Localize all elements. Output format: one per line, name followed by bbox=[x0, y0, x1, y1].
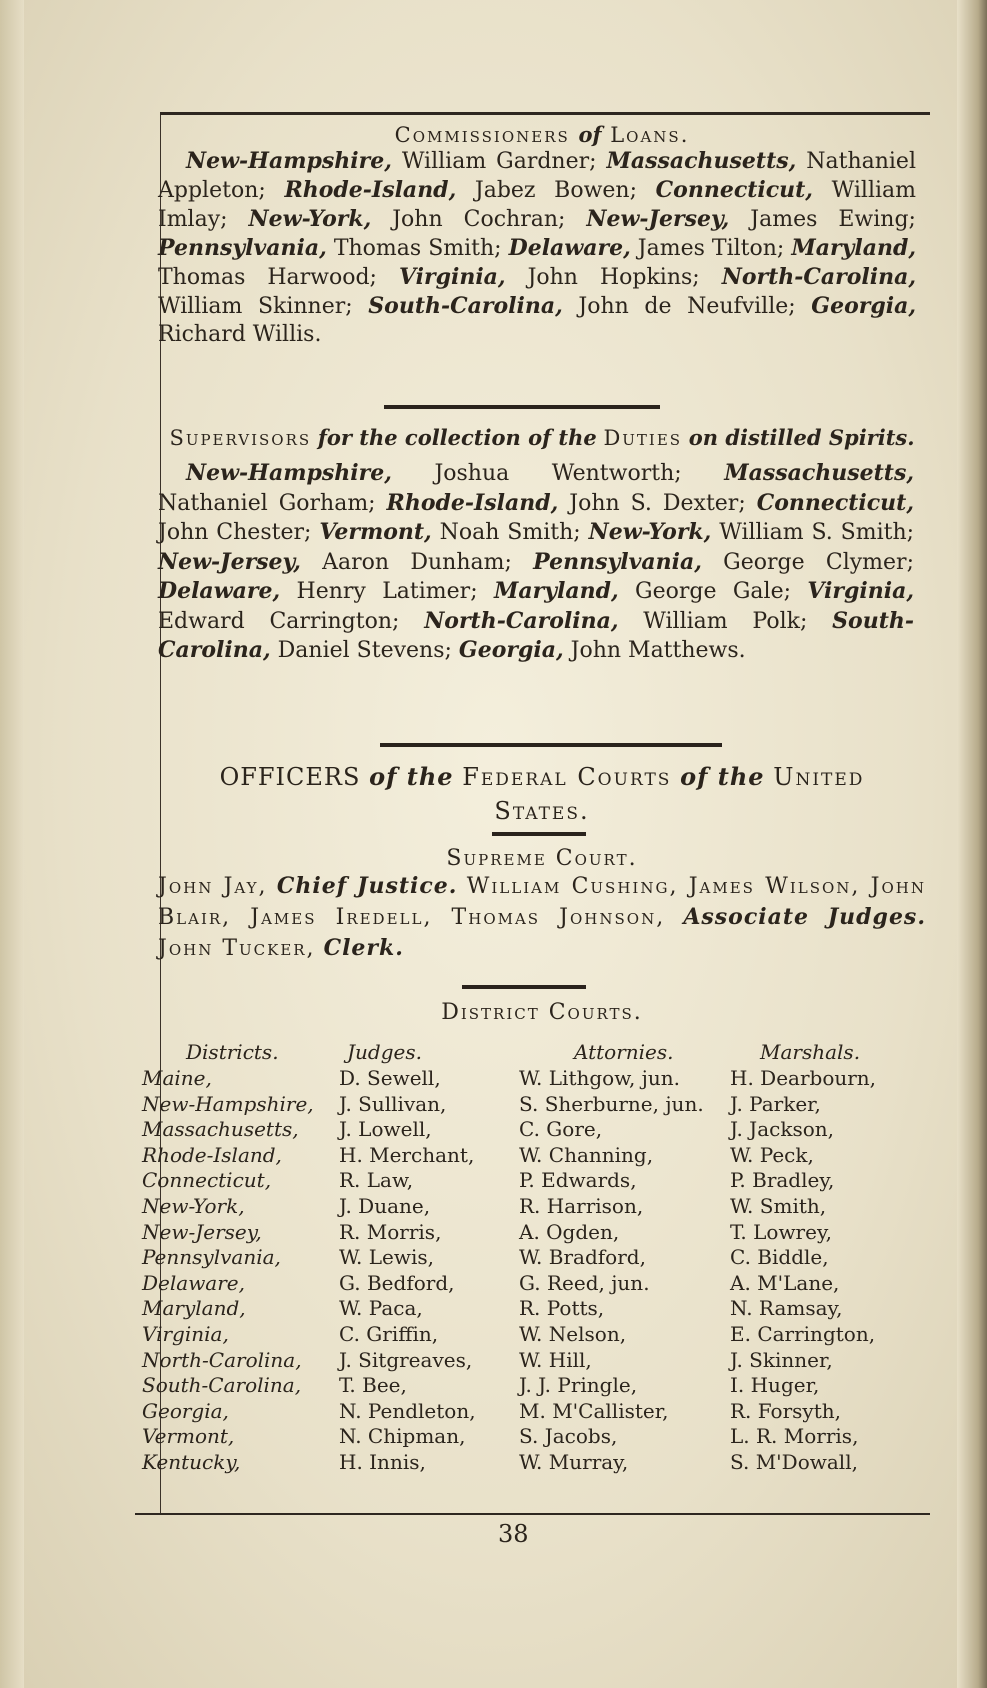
column-header: Judges. bbox=[347, 1040, 422, 1064]
supreme-section bbox=[158, 846, 926, 964]
state-name: North-Carolina, bbox=[721, 264, 917, 290]
attorney-cell: W. Nelson, bbox=[519, 1322, 627, 1346]
loans-heading: Commissioners of Loans. bbox=[394, 122, 690, 147]
state-name: Pennsylvania, bbox=[158, 235, 327, 261]
district-cell: Delaware, bbox=[142, 1270, 245, 1295]
section-rule bbox=[384, 405, 660, 409]
page-left-edge bbox=[0, 0, 24, 1688]
judge-cell: D. Sewell, bbox=[339, 1066, 441, 1090]
marshal-cell: E. Carrington, bbox=[730, 1322, 876, 1346]
marshal-cell: J. Jackson, bbox=[730, 1117, 834, 1142]
attorney-cell: W. Murray, bbox=[519, 1450, 629, 1474]
state-name: Pennsylvania, bbox=[533, 548, 702, 575]
judge-cell: R. Morris, bbox=[339, 1219, 442, 1244]
state-name: Georgia, bbox=[458, 637, 564, 663]
district-cell: Georgia, bbox=[142, 1398, 229, 1423]
column-header: Districts. bbox=[186, 1040, 279, 1064]
marshal-cell: W. Peck, bbox=[730, 1142, 814, 1167]
district-cell: Maryland, bbox=[142, 1296, 246, 1321]
state-name: Delaware, bbox=[158, 578, 281, 604]
district-cell: Massachusetts, bbox=[142, 1117, 299, 1142]
judge-cell: J. Sullivan, bbox=[339, 1091, 447, 1116]
attorney-cell: S. Sherburne, jun. bbox=[519, 1091, 704, 1116]
column-header: Marshals. bbox=[760, 1040, 861, 1064]
supreme-heading: Supreme Court. bbox=[446, 846, 638, 871]
state-name: Delaware, bbox=[508, 235, 631, 261]
section-rule bbox=[380, 743, 722, 747]
district-cell: Kentucky, bbox=[142, 1450, 241, 1474]
officers-heading: OFFICERS of the Federal Courts of the United States. bbox=[219, 762, 865, 825]
marshal-cell: H. Dearbourn, bbox=[730, 1066, 877, 1090]
marshal-cell: R. Forsyth, bbox=[730, 1398, 841, 1423]
marshal-cell: T. Lowrey, bbox=[730, 1219, 832, 1244]
attorney-cell: W. Channing, bbox=[519, 1142, 654, 1167]
marshal-cell: W. Smith, bbox=[730, 1194, 827, 1218]
attorney-cell: W. Bradford, bbox=[519, 1245, 646, 1270]
state-name: Maryland, bbox=[791, 235, 917, 261]
judge-cell: J. Lowell, bbox=[339, 1117, 432, 1142]
person-name: John Matthews. bbox=[570, 638, 746, 663]
state-name: New-Hampshire, bbox=[186, 460, 392, 486]
loans-section bbox=[158, 122, 926, 349]
district-cell: New-Hampshire, bbox=[142, 1091, 314, 1116]
person-name: Nathaniel Appleton; bbox=[158, 149, 916, 203]
attorney-cell: A. Ogden, bbox=[519, 1219, 620, 1244]
attorney-cell: J. J. Pringle, bbox=[519, 1373, 638, 1398]
person-name: Thomas Smith; bbox=[333, 236, 502, 261]
state-name: New-Jersey, bbox=[586, 206, 730, 232]
state-name: New-Jersey, bbox=[158, 548, 301, 575]
state-name: Connecticut, bbox=[756, 489, 914, 516]
attorney-cell: P. Edwards, bbox=[519, 1168, 637, 1193]
judge-cell: G. Bedford, bbox=[339, 1270, 455, 1295]
person-name: Henry Latimer; bbox=[296, 579, 478, 604]
person-name: Noah Smith; bbox=[439, 520, 581, 545]
judge-cell: H. Innis, bbox=[339, 1450, 426, 1474]
marshal-cell: N. Ramsay, bbox=[730, 1296, 843, 1321]
person-name: John Cochran; bbox=[392, 207, 566, 232]
state-name: Massachusetts, bbox=[724, 460, 915, 486]
person-name: William Skinner; bbox=[158, 294, 353, 319]
judge-cell: J. Sitgreaves, bbox=[339, 1347, 473, 1372]
column-header: Attornies. bbox=[574, 1040, 674, 1064]
district-cell: South-Carolina, bbox=[142, 1373, 302, 1398]
person-name: Richard Willis. bbox=[158, 322, 322, 347]
person-name: John Hopkins; bbox=[527, 265, 700, 290]
state-name: Virginia, bbox=[807, 578, 915, 604]
supervisors-heading: Supervisors for the collection of the Duties on distilled Spirits. bbox=[169, 425, 915, 450]
state-name: Maryland, bbox=[494, 578, 619, 604]
attorney-cell: M. M'Callister, bbox=[519, 1398, 669, 1423]
state-name: New-Hampshire, bbox=[186, 148, 392, 174]
page-number: 38 bbox=[498, 1520, 529, 1548]
marshal-cell: J. Skinner, bbox=[730, 1347, 833, 1372]
judge-cell: N. Pendleton, bbox=[339, 1398, 476, 1423]
state-name: South-Carolina, bbox=[158, 607, 914, 663]
person-name: Edward Carrington; bbox=[158, 608, 400, 634]
person-name: Aaron Dunham; bbox=[322, 549, 512, 575]
loans-text bbox=[158, 147, 926, 349]
district-cell: Connecticut, bbox=[142, 1168, 272, 1193]
person-name: Nathaniel Gorham; bbox=[158, 490, 376, 516]
judge-cell: T. Bee, bbox=[339, 1373, 407, 1398]
attorney-cell: W. Hill, bbox=[519, 1347, 592, 1372]
marshal-cell: J. Parker, bbox=[730, 1091, 821, 1116]
person-name: William Imlay; bbox=[158, 178, 916, 232]
district-heading: District Courts. bbox=[441, 1000, 643, 1025]
judge-cell: W. Paca, bbox=[339, 1296, 423, 1321]
state-name: New-York, bbox=[248, 206, 372, 232]
judge-cell: H. Merchant, bbox=[339, 1142, 475, 1167]
state-name: North-Carolina, bbox=[424, 607, 619, 634]
bottom-rule bbox=[135, 1513, 930, 1515]
person-name: John Chester; bbox=[158, 520, 312, 545]
attorney-cell: C. Gore, bbox=[519, 1117, 603, 1142]
person-name: Daniel Stevens; bbox=[277, 638, 452, 663]
state-name: Rhode-Island, bbox=[386, 489, 559, 516]
judge-cell: N. Chipman, bbox=[339, 1424, 466, 1449]
district-cell: North-Carolina, bbox=[142, 1347, 302, 1372]
marshal-cell: S. M'Dowall, bbox=[730, 1450, 858, 1474]
section-rule bbox=[492, 832, 586, 836]
district-cell: New-Jersey, bbox=[142, 1219, 262, 1244]
supreme-text: John Jay, Chief Justice. William Cushing, James Wilson, John Blair, James Iredell, Thomas Johnson, Associate Judges. John Tucker, Clerk. bbox=[158, 873, 927, 961]
page-right-edge bbox=[957, 0, 987, 1688]
person-name: John S. Dexter; bbox=[569, 490, 746, 516]
supervisors-text bbox=[158, 459, 926, 666]
marshal-cell: P. Bradley, bbox=[730, 1168, 835, 1193]
judge-cell: J. Duane, bbox=[339, 1194, 431, 1218]
supervisors-section bbox=[158, 425, 926, 666]
district-cell: New-York, bbox=[142, 1194, 245, 1218]
state-name: Vermont, bbox=[319, 519, 432, 545]
section-rule bbox=[462, 985, 586, 989]
attorney-cell: R. Harrison, bbox=[519, 1194, 644, 1218]
attorney-cell: W. Lithgow, jun. bbox=[519, 1066, 680, 1090]
person-name: John de Neufville; bbox=[578, 294, 796, 319]
person-name: William Polk; bbox=[643, 608, 808, 634]
judge-cell: R. Law, bbox=[339, 1168, 414, 1193]
person-name: William Gardner; bbox=[401, 149, 597, 174]
person-name: George Gale; bbox=[635, 579, 791, 604]
state-name: Rhode-Island, bbox=[284, 177, 457, 203]
officers-section bbox=[158, 760, 926, 828]
person-name: James Ewing; bbox=[750, 207, 916, 232]
person-name: Jabez Bowen; bbox=[474, 178, 638, 203]
district-cell: Pennsylvania, bbox=[142, 1245, 281, 1270]
marshal-cell: A. M'Lane, bbox=[730, 1270, 840, 1295]
state-name: Georgia, bbox=[811, 293, 916, 319]
district-cell: Vermont, bbox=[142, 1424, 235, 1449]
district-heading-wrap bbox=[158, 1000, 926, 1025]
state-name: South-Carolina, bbox=[368, 293, 563, 319]
district-cell: Rhode-Island, bbox=[142, 1142, 282, 1167]
person-name: William S. Smith; bbox=[719, 520, 915, 545]
person-name: Joshua Wentworth; bbox=[434, 461, 682, 486]
marshal-cell: L. R. Morris, bbox=[730, 1424, 859, 1449]
district-cell: Maine, bbox=[142, 1066, 212, 1090]
attorney-cell: G. Reed, jun. bbox=[519, 1270, 650, 1295]
district-cell: Virginia, bbox=[142, 1322, 229, 1346]
state-name: Connecticut, bbox=[655, 177, 813, 203]
state-name: Virginia, bbox=[398, 264, 506, 290]
person-name: Thomas Harwood; bbox=[158, 265, 377, 290]
attorney-cell: R. Potts, bbox=[519, 1296, 605, 1321]
person-name: George Clymer; bbox=[723, 549, 914, 575]
person-name: James Tilton; bbox=[637, 236, 785, 261]
marshal-cell: I. Huger, bbox=[730, 1373, 820, 1398]
judge-cell: W. Lewis, bbox=[339, 1245, 435, 1270]
judge-cell: C. Griffin, bbox=[339, 1322, 439, 1346]
state-name: Massachusetts, bbox=[606, 148, 797, 174]
attorney-cell: S. Jacobs, bbox=[519, 1424, 618, 1449]
state-name: New-York, bbox=[588, 519, 712, 545]
marshal-cell: C. Biddle, bbox=[730, 1245, 829, 1270]
